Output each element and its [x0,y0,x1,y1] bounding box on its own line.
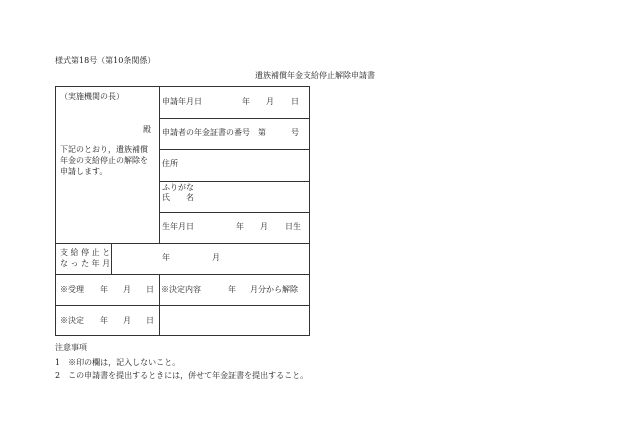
row-divider [56,305,310,306]
birth-date-year[interactable]: 年 [236,222,244,231]
row-divider [159,181,310,182]
note-item-1: 1 ※印の欄は，記入しないこと。 [55,358,181,367]
application-date-month[interactable]: 月 [266,97,274,106]
form-title: 遺族補償年金支給停止解除申請書 [255,71,375,80]
decision-year: 年 [100,316,108,325]
name-label[interactable]: 氏 名 [162,193,194,202]
row-divider [56,274,310,275]
decision-label: ※決定 [60,316,84,325]
receipt-year: 年 [100,285,108,294]
application-date-label: 申請年月日 [162,97,202,106]
honorific: 殿 [143,125,151,134]
certificate-number-prefix: 第 [258,128,266,137]
application-form-table [55,86,310,336]
furigana-label[interactable]: ふりがな [162,183,194,192]
decision-content-text: 月分から解除 [250,285,298,294]
decision-month: 月 [123,316,131,325]
birth-date-label: 生年月日 [162,222,194,231]
suspension-month[interactable]: 月 [212,253,220,262]
certificate-number-field[interactable]: 号 [291,128,299,137]
row-divider [56,243,310,244]
row-divider [159,149,310,150]
suspension-label-line1: 支 給 停 止 と [60,248,111,257]
decision-content-year: 年 [228,285,236,294]
suspension-label-line2: な っ た 年 月 [60,259,111,268]
receipt-label: ※受理 [60,285,84,294]
form-number: 様式第18号（第10条関係） [55,56,156,65]
row-divider [159,118,310,119]
application-date-day[interactable]: 日 [291,97,299,106]
address-label[interactable]: 住所 [162,159,178,168]
column-divider-suspension [111,243,112,274]
addressee-label: （実施機関の長） [60,92,124,101]
row-divider [159,212,310,213]
application-date-year[interactable]: 年 [242,97,250,106]
receipt-month: 月 [123,285,131,294]
certificate-number-label: 申請者の年金証書の番号 [162,128,250,137]
note-item-2: 2 この申請書を提出するときには，併せて年金証書を提出すること。 [55,371,309,380]
request-text: 下記のとおり，遺族補償年金の支給停止の解除を申請します。 [60,145,148,176]
decision-day: 日 [146,316,154,325]
birth-date-day[interactable]: 日生 [285,222,301,231]
receipt-day: 日 [146,285,154,294]
column-divider-upper [159,87,160,243]
notes-heading: 注意事項 [55,343,87,352]
birth-date-month[interactable]: 月 [260,222,268,231]
suspension-year[interactable]: 年 [162,253,170,262]
decision-content-label: ※決定内容 [161,285,201,294]
